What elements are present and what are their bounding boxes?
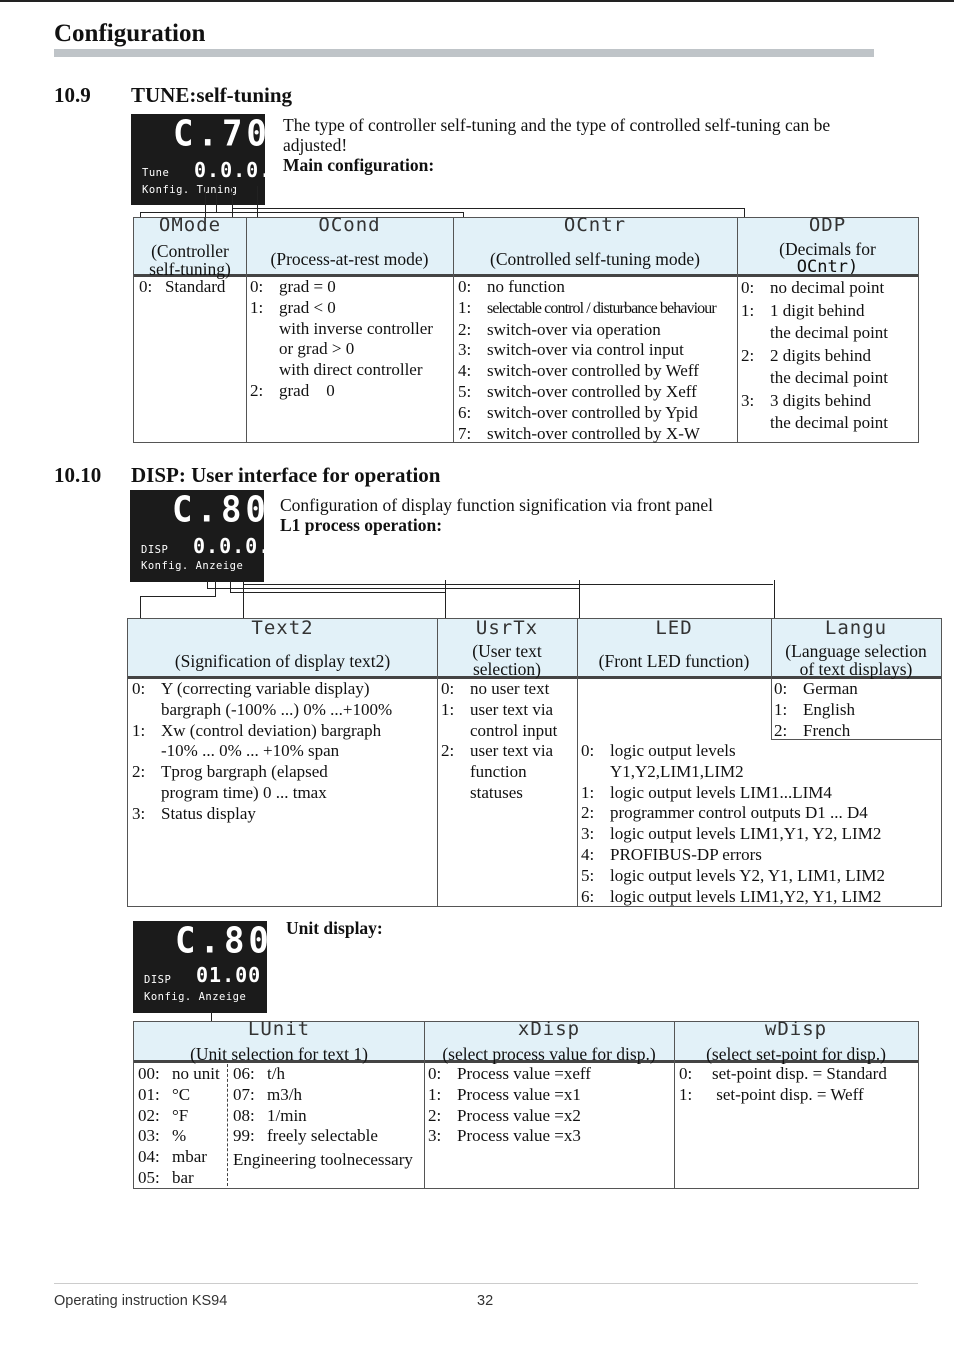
lcd-konfig-label: Konfig. Anzeige [144, 991, 247, 1003]
lcd-sub-value: 0.0.0.0 [193, 534, 285, 558]
value-index: 0: [441, 679, 455, 698]
lcd-main-value: C.801 [175, 920, 298, 962]
lcd-label: Tune [142, 167, 170, 179]
value-row [441, 700, 557, 721]
param-desc-lunit: (Unit selection for text 1) [190, 1044, 368, 1064]
value-text: no user text [470, 679, 550, 698]
value-text: bargraph (-100% ...) 0% ...+100% [161, 699, 393, 719]
value-row [441, 721, 557, 742]
value-row [250, 277, 433, 298]
param-desc-xdisp: (select process value for disp.) [442, 1044, 656, 1064]
value-text: Tprog bargraph (elapsed [161, 762, 328, 782]
value-row [428, 1085, 591, 1106]
value-index: 1: [441, 699, 455, 719]
header-line: (Controller [151, 241, 229, 261]
param-code-ocond: OCond [318, 214, 381, 236]
value-index: 3: [581, 824, 595, 844]
value-index: 08: [233, 1105, 255, 1125]
value-row [428, 1064, 591, 1085]
value-text: switch-over controlled by X-W [487, 423, 700, 443]
value-text: no function [487, 277, 565, 296]
param-desc-usrtx [437, 642, 577, 678]
value-row [250, 339, 433, 360]
value-index: 3: [741, 390, 755, 410]
value-text: freely selectable [267, 1126, 378, 1146]
connector-line [243, 584, 773, 585]
value-text: logic output levels LIM1...LIM4 [610, 782, 832, 802]
value-index: 1: [428, 1084, 442, 1104]
value-index: 2: [132, 762, 146, 782]
value-index: 0: [581, 741, 595, 760]
disp-config-table [127, 618, 942, 907]
value-text: °F [172, 1105, 189, 1125]
header-line: OCntr) [796, 257, 859, 277]
value-row [132, 721, 392, 742]
omode-values [139, 277, 225, 298]
value-row [741, 390, 888, 413]
lcd-konfig-label: Konfig. Tuning [142, 184, 238, 196]
value-index: 0: [250, 277, 264, 296]
value-row [250, 319, 433, 340]
value-text: selectable control / disturbance behaviour [487, 299, 716, 317]
value-row [581, 824, 885, 845]
value-index: 2: [250, 380, 264, 400]
value-index: 0: [132, 679, 146, 698]
value-text: Status display [161, 803, 256, 823]
value-index: 7: [458, 423, 472, 443]
value-text: switch-over controlled by Xeff [487, 381, 697, 401]
param-desc-ocntr: (Controlled self-tuning mode) [490, 249, 700, 269]
param-code-ocntr: OCntr [563, 214, 627, 236]
odp-values [741, 277, 888, 435]
value-text: Process value =x3 [457, 1126, 581, 1146]
value-row [441, 679, 557, 700]
value-row [138, 1147, 220, 1168]
value-row [679, 1085, 887, 1106]
value-index: 0: [774, 679, 788, 698]
value-text: user text via [470, 699, 554, 719]
section-title: TUNE:self-tuning [131, 83, 293, 107]
value-text: grad = 0 [279, 277, 336, 296]
lcd-konfig-label: Konfig. Anzeige [141, 560, 244, 572]
value-text: or grad > 0 [279, 339, 355, 359]
value-text: grad 0 [279, 380, 335, 400]
value-row [581, 845, 885, 866]
value-row [233, 1106, 413, 1127]
value-row [679, 1064, 887, 1085]
value-index: 2: [741, 345, 755, 365]
value-text: French [803, 720, 851, 740]
param-code-langu: Langu [824, 617, 888, 639]
lcd-sub-value: 0.0.0.0 [194, 158, 286, 182]
value-text: logic output levels LIM1,Y1, Y2, LIM2 [610, 824, 882, 844]
value-row [132, 762, 392, 783]
section-number: 10.9 [54, 83, 91, 107]
value-text: programmer control outputs D1 ... D4 [610, 803, 868, 823]
xdisp-values [428, 1064, 591, 1147]
value-text: grad < 0 [279, 297, 336, 317]
value-text: 1/min [267, 1105, 307, 1125]
value-text: no decimal point [770, 278, 885, 297]
value-text: t/h [267, 1064, 285, 1083]
param-desc-odp [737, 240, 918, 276]
header-line: (Language selection [785, 641, 927, 661]
value-row [441, 762, 557, 783]
value-index: 1: [250, 297, 264, 317]
value-row [138, 1168, 220, 1189]
param-code-text2: Text2 [251, 617, 314, 639]
value-text: Process value =x1 [457, 1084, 581, 1104]
wdisp-values [679, 1064, 887, 1106]
param-desc-wdisp: (select set-point for disp.) [706, 1044, 886, 1064]
intro-line-2: adjusted! [283, 135, 348, 155]
value-index: 1: [774, 699, 788, 719]
value-row: 0: Standard [139, 277, 226, 296]
header-line: selection) [472, 659, 542, 679]
param-code-led: LED [655, 617, 693, 639]
value-index: 02: [138, 1105, 160, 1125]
value-index: 04: [138, 1147, 160, 1167]
value-row [458, 361, 716, 382]
page-header: Configuration [54, 20, 206, 47]
param-desc-text2: (Signification of display text2) [174, 651, 391, 671]
value-row [741, 345, 888, 368]
value-text: the decimal point [770, 368, 889, 387]
value-text: switch-over controlled by Weff [487, 361, 699, 381]
lunit-values-a [138, 1064, 220, 1189]
value-text: logic output levels Y2, Y1, LIM1, LIM2 [610, 865, 885, 885]
value-text: set-point disp. = Standard [712, 1064, 887, 1083]
value-text: control input [470, 720, 558, 740]
header-bar [54, 49, 874, 57]
value-row [441, 783, 557, 804]
lcd-label: DISP [141, 544, 169, 556]
value-index: 2: [774, 720, 788, 740]
langu-values [774, 679, 858, 741]
value-row [458, 298, 716, 320]
value-text: user text via [470, 741, 554, 761]
footer-rule [54, 1283, 918, 1284]
value-index: 3: [458, 340, 472, 360]
value-index: 01: [138, 1084, 160, 1104]
main-config-label: Main configuration: [283, 155, 435, 175]
lcd-label: DISP [144, 974, 172, 986]
param-desc-led: (Front LED function) [598, 651, 750, 671]
value-text: 1 digit behind [770, 300, 865, 320]
value-row [458, 403, 716, 424]
value-text: the decimal point [770, 413, 889, 432]
value-row [581, 762, 885, 783]
value-text: bar [172, 1167, 194, 1187]
value-row [233, 1064, 413, 1085]
value-index: 0: [741, 278, 755, 297]
value-row [774, 700, 858, 721]
param-desc-ocond: (Process-at-rest mode) [270, 249, 429, 269]
value-index: 3: [428, 1126, 442, 1146]
text2-values [132, 679, 392, 825]
value-index: 2: [441, 741, 455, 761]
process-operation-label: L1 process operation: [280, 515, 443, 535]
value-text: switch-over via operation [487, 319, 661, 339]
value-index: 2: [428, 1105, 442, 1125]
value-index: 1: [679, 1084, 693, 1104]
value-text: Process value =x2 [457, 1105, 581, 1125]
value-row [458, 340, 716, 361]
unit-display-label: Unit display: [286, 918, 383, 938]
value-text: 2 digits behind [770, 345, 872, 365]
value-index: 5: [581, 865, 595, 885]
value-row [774, 679, 858, 700]
value-text: 3 digits behind [770, 390, 872, 410]
tune-config-table [133, 214, 919, 443]
intro-line-1: The type of controller self-tuning and the type of controlled self-tuning can be [283, 115, 831, 135]
value-index: 00: [138, 1064, 160, 1083]
value-text: set-point disp. = Weff [712, 1084, 864, 1104]
value-text: English [803, 699, 855, 719]
value-row [581, 783, 885, 804]
value-text: -10% ... 0% ... +10% span [161, 741, 340, 761]
value-text: Process value =xeff [457, 1064, 591, 1083]
section-title: DISP: User interface for operation [131, 463, 441, 487]
value-row [581, 803, 885, 824]
section-heading-tune [54, 83, 292, 108]
value-row [250, 298, 433, 319]
value-index: 1: [581, 782, 595, 802]
engineering-tool-note: Engineering toolnecessary [233, 1150, 413, 1170]
led-values [581, 741, 885, 907]
value-index: 6: [581, 886, 595, 906]
usrtx-values [441, 679, 557, 804]
ocond-values [250, 277, 433, 402]
value-text: German [803, 679, 858, 698]
value-index: 0: [428, 1064, 442, 1083]
value-row [741, 367, 888, 390]
value-text: % [172, 1126, 187, 1146]
param-code-wdisp: wDisp [764, 1018, 828, 1040]
value-text: program time) 0 ... tmax [161, 782, 327, 802]
value-row [428, 1106, 591, 1127]
value-row [250, 360, 433, 381]
value-index: 1: [132, 720, 146, 740]
value-row [428, 1126, 591, 1147]
value-row [132, 804, 392, 825]
value-index: 99: [233, 1126, 255, 1146]
value-row [233, 1126, 413, 1147]
connector-line [207, 580, 208, 588]
param-desc-omode [134, 242, 246, 278]
value-index: 3: [132, 803, 146, 823]
section-intro [283, 115, 830, 175]
param-desc-langu [771, 642, 941, 678]
value-text: logic output levels [610, 741, 736, 760]
value-row [581, 866, 885, 887]
lcd-display-c800 [130, 489, 295, 582]
value-row [458, 382, 716, 403]
value-row [581, 741, 885, 762]
value-text: Xw (control deviation) bargraph [161, 720, 382, 740]
value-text: mbar [172, 1147, 207, 1167]
value-text: function [470, 762, 527, 782]
value-text: statuses [470, 782, 523, 802]
value-index: 07: [233, 1084, 255, 1104]
value-index: 1: [741, 300, 755, 320]
value-row [132, 741, 392, 762]
value-row [441, 741, 557, 762]
value-index: 4: [581, 844, 595, 864]
value-row [741, 300, 888, 323]
value-row [458, 320, 716, 341]
header-line: (User text [472, 641, 542, 661]
value-index: 03: [138, 1126, 160, 1146]
section-number: 10.10 [54, 463, 102, 487]
lcd-sub-value: 01.00 [196, 963, 262, 987]
value-index: 06: [233, 1064, 255, 1083]
value-index: 6: [458, 402, 472, 422]
lunit-values-b [233, 1064, 413, 1171]
param-code-xdisp: xDisp [517, 1018, 581, 1040]
top-rule [0, 0, 954, 2]
value-text: switch-over controlled by Ypid [487, 402, 698, 422]
value-text: °C [172, 1084, 191, 1104]
value-index: 1: [458, 297, 472, 317]
intro-line: Configuration of display function signification via front panel [280, 495, 714, 515]
value-index: 2: [458, 319, 472, 339]
value-row [138, 1106, 220, 1127]
value-row [581, 887, 885, 908]
value-text: m3/h [267, 1084, 302, 1104]
footer-doc-title: Operating instruction KS94 [54, 1293, 228, 1309]
value-index: 5: [458, 381, 472, 401]
value-text: no unit [172, 1064, 220, 1083]
value-row [741, 412, 888, 435]
ocntr-values [458, 277, 716, 444]
value-text: Y1,Y2,LIM1,LIM2 [610, 761, 744, 781]
value-text: PROFIBUS-DP errors [610, 844, 762, 864]
value-index: 0: [679, 1064, 693, 1083]
value-row [138, 1126, 220, 1147]
value-row [138, 1064, 220, 1085]
header-line: (Decimals for [779, 239, 876, 259]
value-row [138, 1085, 220, 1106]
value-row [458, 424, 716, 445]
param-code-usrtx: UsrTx [475, 617, 539, 639]
lcd-display-c801 [133, 920, 298, 1013]
lcd-main-value: C.700 [173, 113, 296, 155]
value-row [132, 679, 392, 700]
value-row [741, 322, 888, 345]
value-text: Y (correcting variable display) [161, 679, 370, 698]
value-text: with inverse controller [279, 318, 433, 338]
footer-page-number: 32 [477, 1293, 494, 1309]
param-code-omode: OMode [158, 214, 222, 236]
value-index: 2: [581, 803, 595, 823]
section-intro [280, 495, 713, 535]
value-row [250, 381, 433, 402]
unit-config-table [133, 1018, 919, 1189]
value-row [132, 700, 392, 721]
dashed-divider [227, 1064, 228, 1186]
value-index: 05: [138, 1167, 160, 1187]
value-row [233, 1085, 413, 1106]
value-row [741, 277, 888, 300]
param-code-lunit: LUnit [247, 1018, 311, 1040]
value-text: switch-over via control input [487, 340, 684, 360]
lcd-main-value: C.800 [172, 489, 295, 531]
value-text: logic output levels LIM1,Y2, Y1, LIM2 [610, 886, 882, 906]
value-row [132, 783, 392, 804]
param-code-odp: ODP [808, 214, 847, 236]
section-heading-disp [54, 463, 440, 488]
header-line: of text displays) [799, 659, 913, 679]
header-line: self-tuning) [149, 259, 231, 279]
value-index: 4: [458, 361, 472, 381]
value-row [458, 277, 716, 298]
value-row [774, 721, 858, 742]
value-text: with direct controller [279, 360, 423, 380]
value-text: the decimal point [770, 323, 889, 342]
value-index: 0: [458, 277, 472, 296]
